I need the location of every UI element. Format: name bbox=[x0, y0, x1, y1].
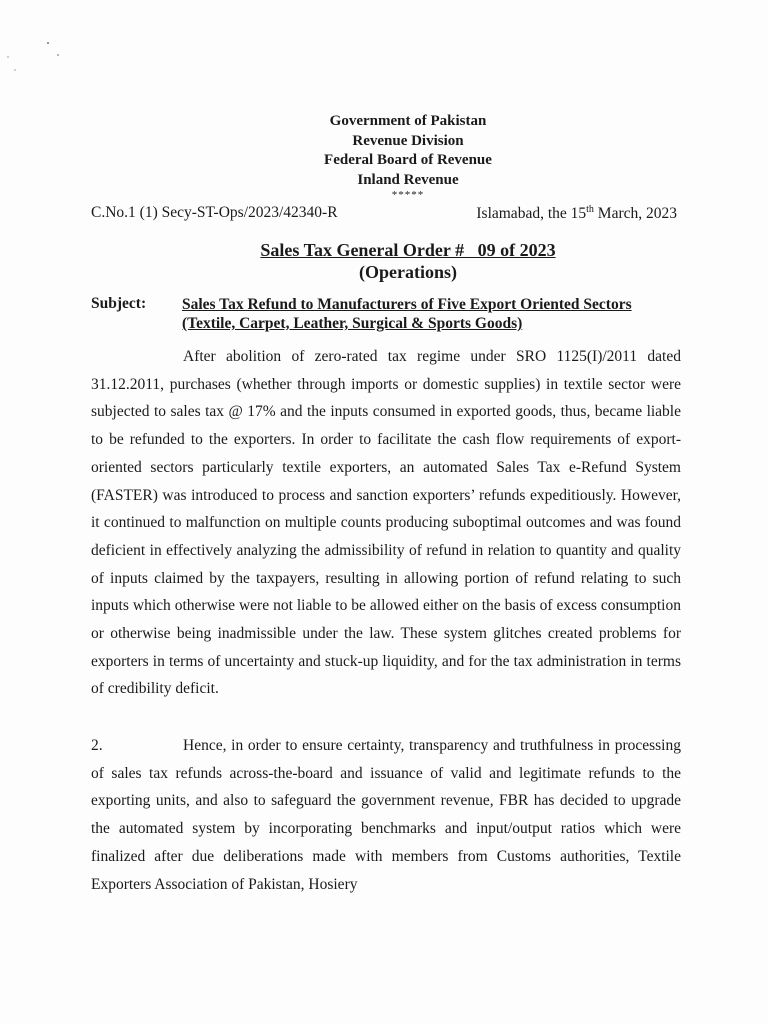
order-subtitle: (Operations) bbox=[359, 262, 457, 282]
order-heading bbox=[0, 239, 768, 283]
place-date bbox=[476, 204, 677, 223]
letterhead-government: Government of Pakistan bbox=[329, 113, 487, 129]
place-date-ordinal: th bbox=[586, 204, 594, 215]
subject-text: Sales Tax Refund to Manufacturers of Five Export Oriented Sectors (Textile, Carpet, Leather, Surgical & Sports Goods) bbox=[182, 296, 632, 332]
paragraph-2 bbox=[91, 732, 681, 898]
letterhead-board: Federal Board of Revenue bbox=[324, 152, 492, 168]
letterhead-division: Revenue Division bbox=[352, 132, 464, 149]
reference-line bbox=[91, 204, 677, 223]
file-number: C.No.1 (1) Secy-ST-Ops/2023/42340-R bbox=[91, 204, 338, 221]
place-date-suffix: March, 2023 bbox=[593, 205, 677, 223]
letterhead-wing: Inland Revenue bbox=[357, 171, 459, 188]
letterhead bbox=[0, 112, 768, 201]
paragraph-2-text: Hence, in order to ensure certainty, transparency and truthfulness in processing of sales tax refunds across-the-board and issuance of valid and legitimate refunds to the exporting units, and also to safeguard the government revenue, FBR has decided to upgrade the automated system by incorporating benchmarks and input/output ratios which were finalized after due deliberations made with members from Customs authorities, Textile Exporters Association of Pakistan, Hosiery bbox=[91, 737, 681, 893]
order-title: Sales Tax General Order # 09 of 2023 bbox=[260, 240, 556, 260]
subject-label: Subject: bbox=[91, 295, 147, 312]
scan-specks bbox=[0, 0, 80, 80]
paragraph-1-text: After abolition of zero-rated tax regime under SRO 1125(I)/2011 dated 31.12.2011, purchases (whether through imports or domestic supplies) in textile sector were subjected to sales tax @ 17% and the inputs consumed in exported goods, thus, became liable to be refunded to the exporters. In order to facilitate the cash flow requirements of export-oriented sectors particularly textile exporters, an automated Sales Tax e-Refund System (FASTER) was introduced to process and sanction exporters’ refunds expeditiously. However, it continued to malfunction on multiple counts producing suboptimal outcomes and was found deficient in effectively analyzing the admissibility of refund in relation to quantity and quality of inputs claimed by the taxpayers, resulting in allowing portion of refund relating to such inputs which otherwise were not liable to be allowed either on the basis of excess consumption or otherwise being inadmissible under the law. These system glitches created problems for exporters in terms of uncertainty and stuck-up liquidity, and for the tax administration in terms of credibility deficit. bbox=[91, 348, 681, 698]
paragraph-2-number: 2. bbox=[91, 737, 103, 754]
place-date-prefix: Islamabad, the 15 bbox=[476, 205, 587, 223]
paragraph-1 bbox=[91, 343, 681, 703]
letterhead-separator: ***** bbox=[391, 189, 425, 201]
